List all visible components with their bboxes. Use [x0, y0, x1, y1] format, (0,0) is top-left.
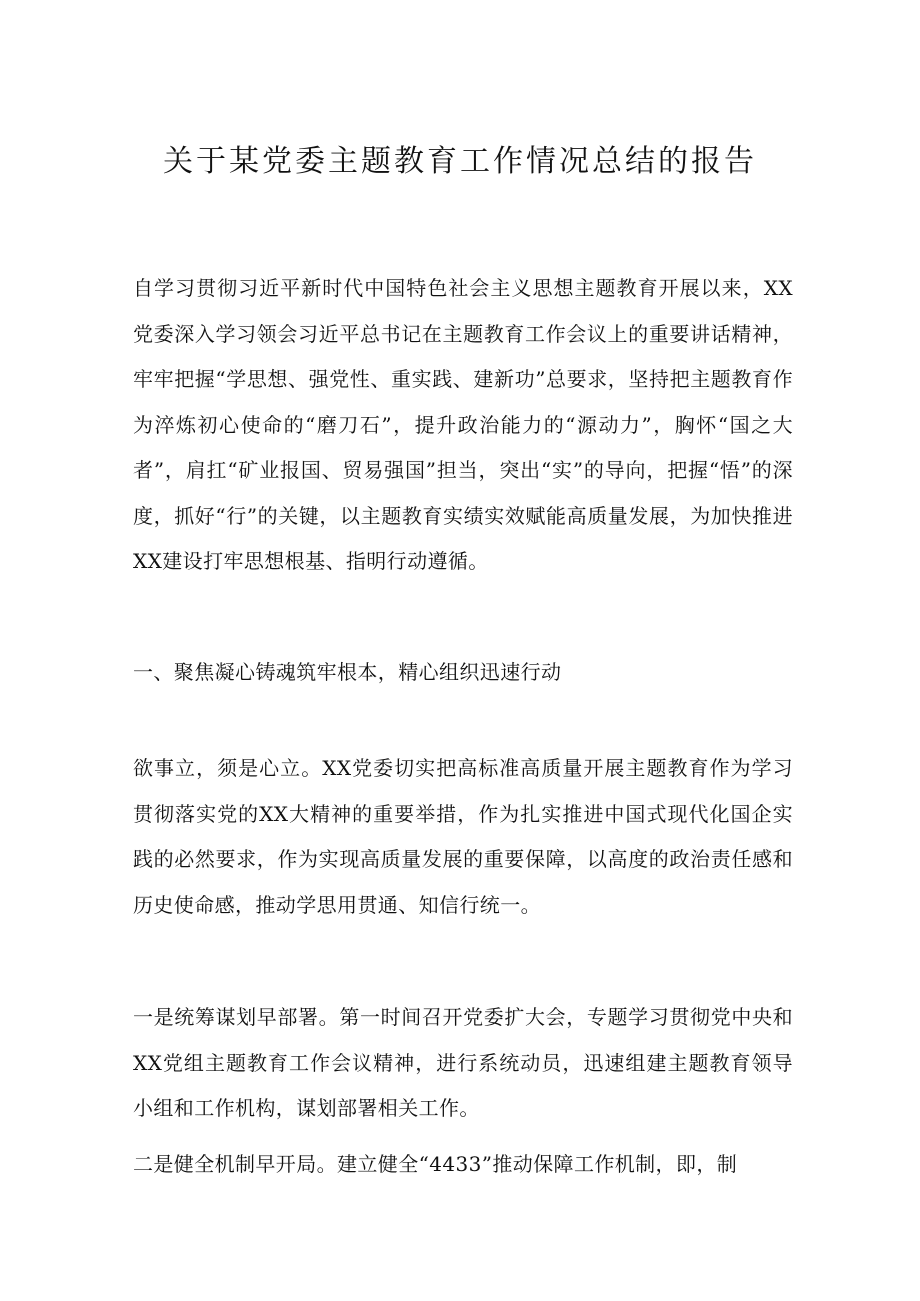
section-heading-1: 一、聚焦凝心铸魂筑牢根本，精心组织迅速行动	[133, 660, 562, 684]
document-title: 关于某党委主题教育工作情况总结的报告	[163, 144, 757, 179]
intro-paragraph: 自学习贯彻习近平新时代中国特色社会主义思想主题教育开展以来，XX党委深入学习领会习近平总书记在主题教育工作会议上的重要讲话精神，牢牢把握“学思想、强党性、重实践、建新功”总要求，坚持把主题教育作为淬炼初心使命的“磨刀石”，提升政治能力的“源动力”，胸怀“国之大者”，肩扛“矿业报国、贸易强国”担当，突出“实”的导向，把握“悟”的深度，抓好“行”的关键，以主题教育实绩实效赋能高质量发展，为加快推进XX建设打牢思想根基、指明行动遵循。	[133, 276, 793, 573]
section-1-paragraph: 欲事立，须是心立。XX党委切实把高标准高质量开展主题教育作为学习贯彻落实党的XX大精神的重要举措，作为扎实推进中国式现代化国企实践的必然要求，作为实现高质量发展的重要保障，以高度的政治责任感和历史使命感，推动学思用贯通、知信行统一。	[133, 756, 793, 917]
item-1-paragraph: 一是统筹谋划早部署。第一时间召开党委扩大会，专题学习贯彻党中央和XX党组主题教育工作会议精神，进行系统动员，迅速组建主题教育领导小组和工作机构，谋划部署相关工作。	[133, 1005, 793, 1120]
item-2-paragraph: 二是健全机制早开局。建立健全“4433”推动保障工作机制，即，制	[133, 1152, 738, 1176]
